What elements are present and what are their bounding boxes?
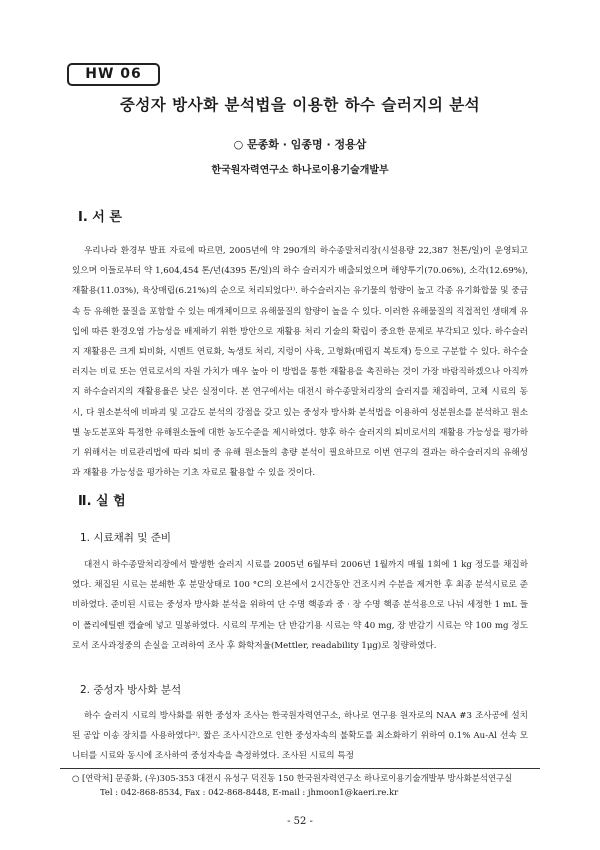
sampling-paragraph: 대전시 하수종말처리장에서 발생한 슬러지 시료를 2005년 6월부터 2006년 1월까지 매월 1회에 1 kg 정도를 채집하였다. 채집된 시료는 분쇄한 후 분말상태로 100 °C의 오븐에서 2시간동안 건조시켜 수분을 제거한 후 최종 분석시료로 준비하였다. 준비된 시료는 중성자 방사화 분석을 위하여 단 수명 핵종과 중 · 장 수명 핵종 분석용으로 나눠 세정한 1 mL 들이 폴리에틸렌 캡슐에 넣고 밀봉하였다. 시료의 무게는 단 반감기용 시료는 약 40 mg, 장 반감기 시료는 약 100 mg 정도로서 조사과정중의 손실을 고려하여 조사 후 화학저울(Mettler, readability 1μg)로 칭량하였다. (72, 560, 528, 651)
footnote-phone-email-line: Tel : 042-868-8534, Fax : 042-868-8448, E-mail : jhmoon1@kaeri.re.kr (100, 787, 399, 797)
section-heading-experiment: Ⅱ. 실 험 (78, 494, 126, 509)
session-code-badge: HW 06 (67, 63, 160, 86)
author-list: ○ 문종화 · 임종명 · 정용삼 (233, 138, 367, 151)
footnote-contact-line: ○ [연락처] 문종화, (우)305-353 대전시 유성구 덕진동 150 한국원자력연구소 하나로이용기술개발부 방사화분석연구실 (72, 773, 513, 783)
footnote-divider (60, 768, 540, 769)
affiliation: 한국원자력연구소 하나로이용기술개발부 (211, 165, 389, 176)
naa-paragraph: 하수 슬러지 시료의 방사화를 위한 중성자 조사는 한국원자력연구소, 하나로 연구용 원자로의 NAA #3 조사공에 설치된 공압 이송 장치를 사용하였다²⁾. 짧은 조사시간으로 인한 중성자속의 불확도를 최소화하기 위하여 0.1% Au-Al 선속 모니터를 시료와 동시에 조사하여 중성자속을 측정하였다. 조사된 시료의 특정 (72, 711, 528, 762)
introduction-paragraph: 우리나라 환경부 발표 자료에 따르면, 2005년에 약 290개의 하수종말처리장(시설용량 22,387 천톤/일)이 운영되고 있으며 이들로부터 약 1,604,454 톤/년(4395 톤/일)의 하수 슬러지가 배출되었으며 해양투기(70.06%), 소각(12.69%), 재활용(11.03%), 육상매립(6.21%)의 순으로 처리되었다¹⁾. 하수슬러지는 유기물의 함량이 높고 각종 유기화합물 및 중금속 등 유해한 물질을 포함할 수 있는 매개체이므로 유해물질의 함량이 높을 수 있다. 이러한 유해물질의 직접적인 생태계 유입에 따른 환경오염 가능성을 배제하기 위한 방안으로 재활용 처리 기술의 확립이 중요한 문제로 부각되고 있다. 하수슬러지 재활용은 크게 퇴비화, 시멘트 연료화, 녹생토 처리, 지렁이 사육, 고형화(매립지 복토재) 등으로 구분할 수 있다. 하수슬러지는 비료 또는 연료로서의 자원 가치가 매우 높아 이 방법을 통한 재활용을 촉진하는 것이 가장 바람직하겠으나 아직까지 하수슬러지의 재활용율은 낮은 실정이다. 본 연구에서는 대전시 하수종말처리장의 슬러지를 채집하여, 고체 시료의 동시, 다 원소분석에 비파괴 및 고감도 분석의 강점을 갖고 있는 중성자 방사화 분석법을 이용하여 성분원소를 분석하고 원소별 농도분포와 특정한 유해원소들에 대한 농도수준을 제시하였다. 향후 하수 슬러지의 퇴비로서의 재활용 가능성을 평가하기 위해서는 비료관리법에 따라 퇴비 중 유해 원소들의 총량 분석이 필요하므로 이번 연구의 결과는 하수슬러지의 유해성과 재활용 가능성을 평가하는 기초 자료로 활용할 수 있을 것이다. (72, 246, 528, 479)
paper-title: 중성자 방사화 분석법을 이용한 하수 슬러지의 분석 (119, 96, 481, 114)
section-heading-introduction: Ⅰ. 서 론 (78, 210, 122, 225)
page-number: - 52 - (287, 816, 313, 827)
subsection-heading-sampling: 1. 시료채취 및 준비 (80, 532, 172, 544)
subsection-heading-naa: 2. 중성자 방사화 분석 (80, 684, 182, 696)
